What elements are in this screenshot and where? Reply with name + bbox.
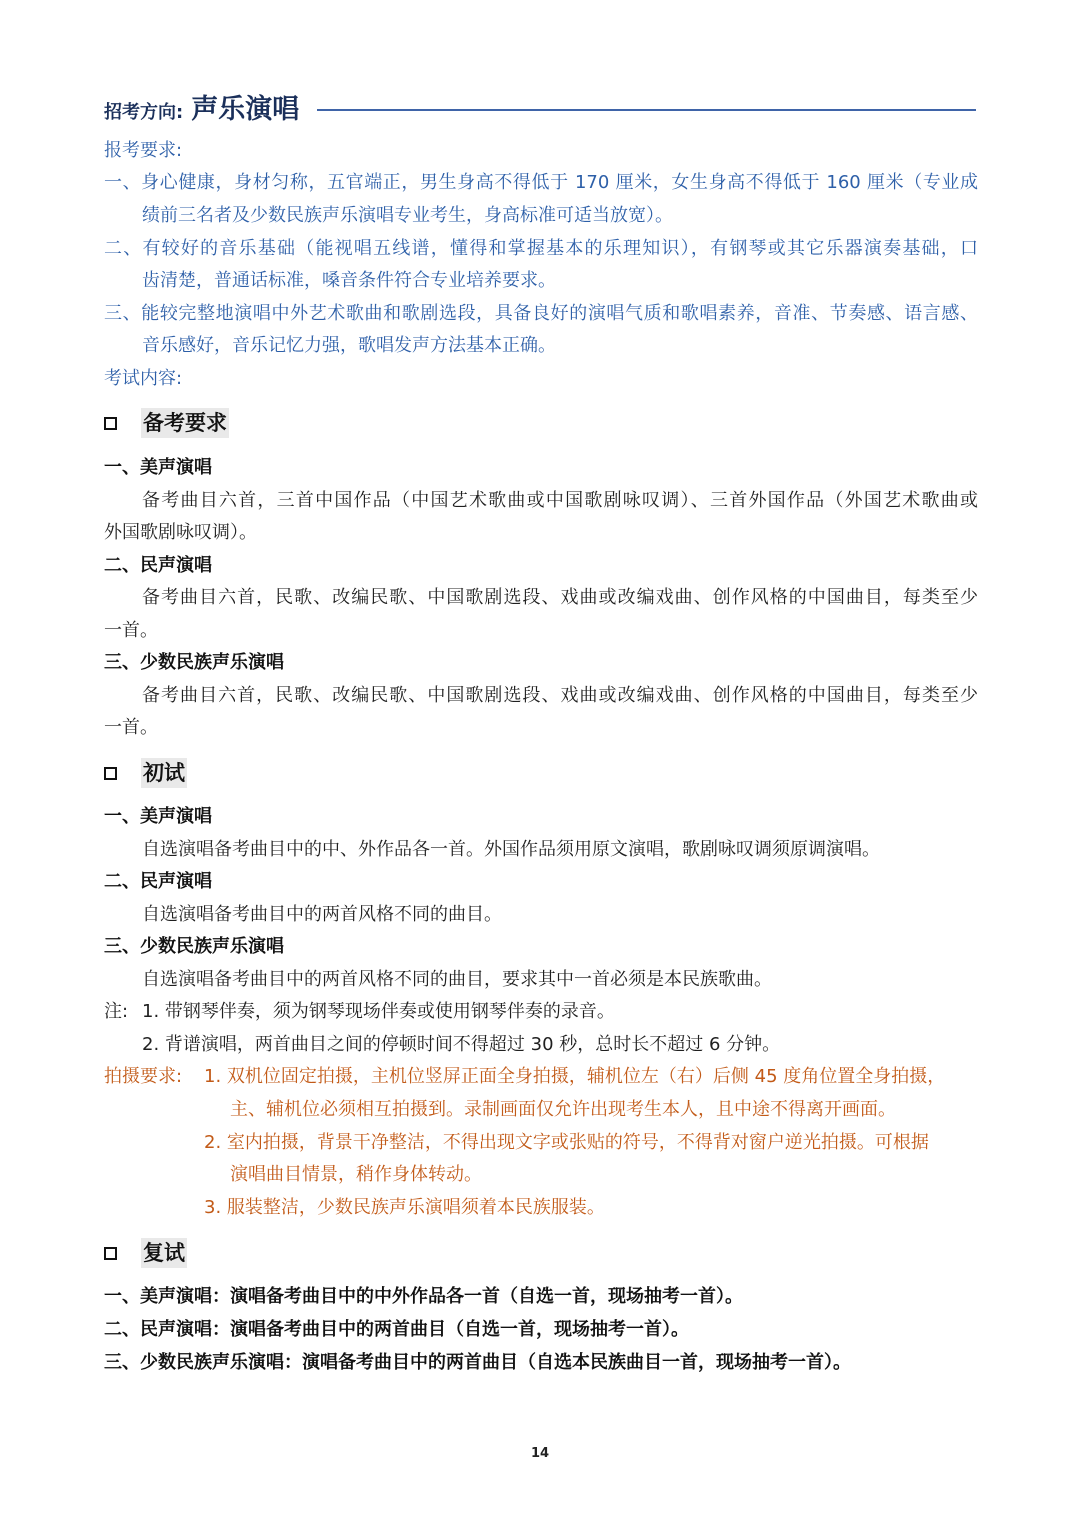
page-number: 14: [530, 1446, 550, 1461]
requirement-1-line1: 一、身心健康，身材匀称，五官端正，男生身高不得低于 170 厘米，女生身高不得低于 160 厘米（专业成: [104, 172, 978, 193]
prelim-3-heading: 三、少数民族声乐演唱: [104, 936, 284, 957]
section-retest-title: 复试: [141, 1238, 187, 1268]
requirement-2-line2: 齿清楚，普通话标准，嗓音条件符合专业培养要求。: [142, 270, 556, 291]
retest-1: 一、美声演唱：演唱备考曲目中的中外作品各一首（自选一首，现场抽考一首）。: [104, 1286, 743, 1307]
retest-2: 二、民声演唱：演唱备考曲目中的两首曲目（自选一首，现场抽考一首）。: [104, 1319, 689, 1340]
checkbox-square-icon: [104, 417, 117, 430]
requirement-3-line2: 音乐感好，音乐记忆力强，歌唱发声方法基本正确。: [142, 335, 556, 356]
prep-3-line1: 备考曲目六首，民歌、改编民歌、中国歌剧选段、戏曲或改编戏曲、创作风格的中国曲目，每类至少: [142, 685, 978, 706]
direction-label: 招考方向:: [104, 102, 184, 123]
checkbox-square-icon: [104, 1247, 117, 1260]
filming-2-line1: 2. 室内拍摄，背景干净整洁，不得出现文字或张贴的符号，不得背对窗户逆光拍摄。可根据: [204, 1132, 929, 1153]
prep-1-line1: 备考曲目六首，三首中国作品（中国艺术歌曲或中国歌剧咏叹调）、三首外国作品（外国艺术歌曲或: [142, 490, 978, 511]
prep-3-line2: 一首。: [104, 717, 158, 738]
prep-1-line2: 外国歌剧咏叹调）。: [104, 522, 257, 543]
prep-2-line1: 备考曲目六首，民歌、改编民歌、中国歌剧选段、戏曲或改编戏曲、创作风格的中国曲目，每类至少: [142, 587, 978, 608]
header-rule: [317, 109, 976, 111]
prelim-2-text: 自选演唱备考曲目中的两首风格不同的曲目。: [142, 904, 502, 925]
filming-label: 拍摄要求:: [104, 1066, 183, 1087]
retest-3: 三、少数民族声乐演唱：演唱备考曲目中的两首曲目（自选本民族曲目一首，现场抽考一首）。: [104, 1352, 851, 1373]
prep-2-line2: 一首。: [104, 620, 158, 641]
note-1: 1. 带钢琴伴奏，须为钢琴现场伴奏或使用钢琴伴奏的录音。: [142, 1001, 615, 1022]
prelim-3-text: 自选演唱备考曲目中的两首风格不同的曲目，要求其中一首必须是本民族歌曲。: [142, 969, 772, 990]
requirement-2-line1: 二、有较好的音乐基础（能视唱五线谱，懂得和掌握基本的乐理知识），有钢琴或其它乐器演奏基础，口: [104, 238, 978, 259]
prep-1-heading: 一、美声演唱: [104, 457, 212, 478]
prep-2-heading: 二、民声演唱: [104, 555, 212, 576]
requirements-title: 报考要求:: [104, 140, 183, 161]
section-prelim: [104, 756, 187, 790]
requirement-3-line1: 三、能较完整地演唱中外艺术歌曲和歌剧选段，具备良好的演唱气质和歌唱素养，音准、节奏感、语言感、: [104, 303, 978, 324]
prelim-1-heading: 一、美声演唱: [104, 806, 212, 827]
page-header: [104, 88, 976, 128]
filming-1-line1: 1. 双机位固定拍摄，主机位竖屏正面全身拍摄，辅机位左（右）后侧 45 度角位置全身拍摄，: [204, 1066, 946, 1087]
prelim-1-text: 自选演唱备考曲目中的中、外作品各一首。外国作品须用原文演唱，歌剧咏叹调须原调演唱。: [142, 839, 880, 860]
requirement-1-line2: 绩前三名者及少数民族声乐演唱专业考生，身高标准可适当放宽）。: [142, 205, 673, 226]
section-prep-title: 备考要求: [141, 408, 229, 438]
filming-3: 3. 服装整洁，少数民族声乐演唱须着本民族服装。: [204, 1197, 605, 1218]
notes-label: 注:: [104, 1001, 129, 1022]
prelim-2-heading: 二、民声演唱: [104, 871, 212, 892]
filming-1-line2: 主、辅机位必须相互拍摄到。录制画面仅允许出现考生本人，且中途不得离开画面。: [230, 1099, 896, 1120]
section-retest: [104, 1236, 187, 1270]
direction-title: 声乐演唱: [191, 94, 300, 125]
note-2: 2. 背谱演唱，两首曲目之间的停顿时间不得超过 30 秒，总时长不超过 6 分钟。: [142, 1034, 781, 1055]
filming-2-line2: 演唱曲目情景，稍作身体转动。: [230, 1164, 482, 1185]
checkbox-square-icon: [104, 767, 117, 780]
exam-content-title: 考试内容:: [104, 368, 183, 389]
section-prelim-title: 初试: [141, 758, 187, 788]
section-prep: [104, 406, 229, 440]
prep-3-heading: 三、少数民族声乐演唱: [104, 652, 284, 673]
